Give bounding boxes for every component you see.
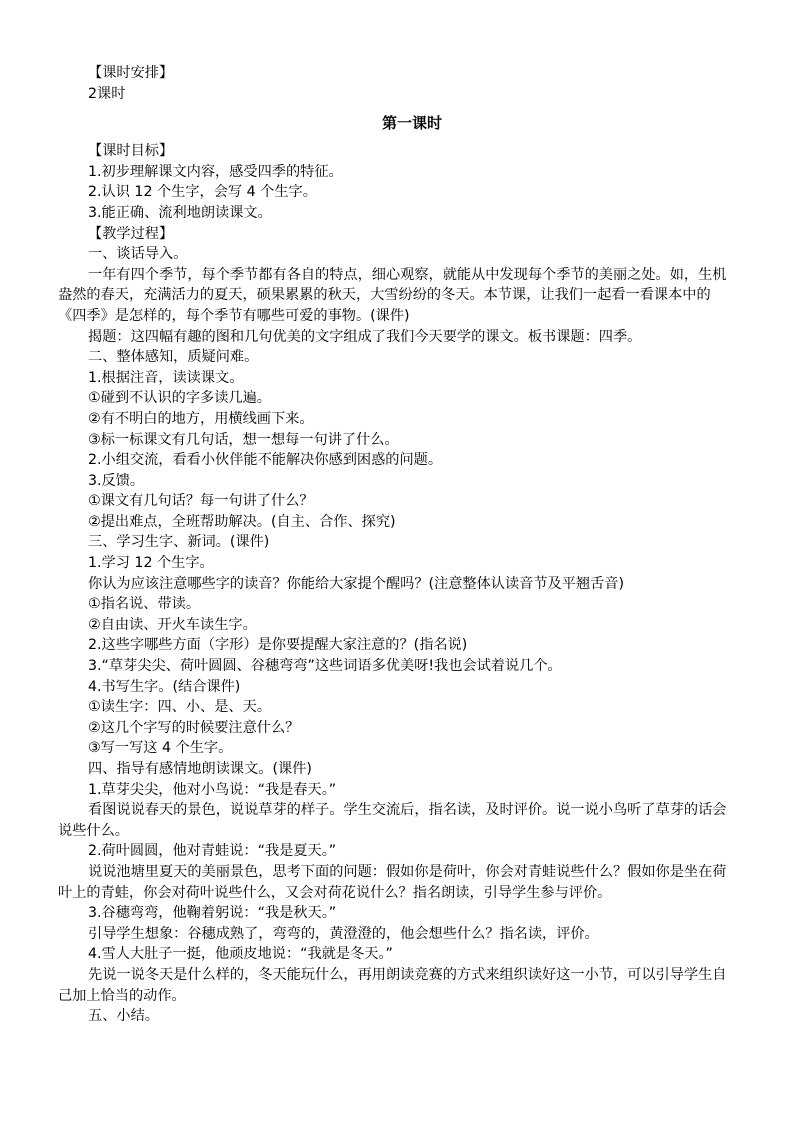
body-line: ①课文有几句话？每一句讲了什么？ [88,493,314,510]
body-line: 4.书写生字。(结合课件) [88,678,241,695]
body-line: 2.认识 12 个生字，会写 4 个生字。 [88,184,317,201]
body-line: 【课时目标】 [88,143,174,160]
body-line: 五、小结。 [88,1008,159,1025]
body-line: 3.能正确、流利地朗读课文。 [88,204,272,221]
body-line: ②这几个字写的时候要注意什么？ [88,719,300,736]
lesson-content [58,141,736,1027]
body-line: ①指名说、带读。 [88,596,201,613]
body-line: 3.谷穗弯弯，他鞠着躬说：“我是秋天。” [88,905,337,922]
body-line: ②自由读、开火车读生字。 [88,616,257,633]
body-line: ②有不明白的地方，用横线画下来。 [88,410,314,427]
body-line: 揭题：这四幅有趣的图和几句优美的文字组成了我们今天要学的课文。板书课题：四季。 [88,328,642,345]
body-line: ①碰到不认识的字多读几遍。 [88,390,271,407]
body-line: ③写一写这 4 个生字。 [88,740,233,757]
body-paragraph: 说说池塘里夏天的美丽景色，思考下面的问题：假如你是荷叶，你会对青蛙说些什么？假如你是坐在荷叶上的青蛙，你会对荷叶说些什么，又会对荷花说什么？指名朗读，引导学生参与评价。 [58,863,727,901]
lesson-title: 第一课时 [381,114,442,133]
body-line: 你认为应该注意哪些字的读音？你能给大家提个醒吗？(注意整体认读音节及平翘舌音) [88,575,625,592]
body-line: 2.这些字哪些方面（字形）是你要提醒大家注意的？(指名说) [88,637,468,654]
body-line: 3.“草芽尖尖、荷叶圆圆、谷穗弯弯”这些词语多优美呀!我也会试着说几个。 [88,658,562,675]
body-paragraph: 看图说说春天的景色，说说草芽的样子。学生交流后，指名读，及时评价。说一说小鸟听了草芽的话会说些什么。 [58,802,727,839]
body-line: 1.学习 12 个生字。 [88,555,214,572]
body-line: 1.初步理解课文内容，感受四季的特征。 [88,163,343,180]
body-line: ①读生字：四、小、是、天。 [88,699,271,716]
body-paragraph: 先说一说冬天是什么样的，冬天能玩什么，再用朗读竞赛的方式来组织读好这一小节，可以引导学生自己加上恰当的动作。 [58,966,727,1004]
body-line: 1.根据注音，读读课文。 [88,369,244,386]
body-line: 三、学习生字、新词。(课件) [88,534,270,551]
body-line: 引导学生想象：谷穗成熟了，弯弯的，黄澄澄的，他会想些什么？指名读，评价。 [88,925,599,942]
schedule-value: 2课时 [88,85,126,102]
body-line: 3.反馈。 [88,472,145,489]
schedule-heading: 【课时安排】 [88,65,174,81]
body-line: 2.荷叶圆圆，他对青蛙说：“我是夏天。” [88,843,337,860]
body-line: 一、谈话导入。 [88,246,188,263]
body-line: 1.草芽尖尖，他对小鸟说：“我是春天。” [88,781,337,798]
body-paragraph: 一年有四个季节，每个季节都有各自的特点，细心观察，就能从中发现每个季节的美丽之处。如，生机盎然的春天，充满活力的夏天，硕果累累的秋天，大雪纷纷的冬天。本节课，让我们一起看一看课本中的《四季》是怎样的，每个季节有哪些可爱的事物。(课件) [58,266,727,324]
body-line: 2.小组交流，看看小伙伴能不能解决你感到困惑的问题。 [88,452,443,469]
body-line: ③标一标课文有几句话，想一想每一句讲了什么。 [88,431,399,448]
body-line: ②提出难点，全班帮助解决。(自主、合作、探究) [88,513,396,530]
document-body [58,63,736,1027]
body-line: 4.雪人大肚子一挺，他顽皮地说：“我就是冬天。” [88,946,393,963]
body-line: 二、整体感知，质疑问难。 [88,349,259,366]
body-line: 四、指导有感情地朗读课文。(课件) [88,761,312,777]
body-line: 【教学过程】 [88,225,174,242]
